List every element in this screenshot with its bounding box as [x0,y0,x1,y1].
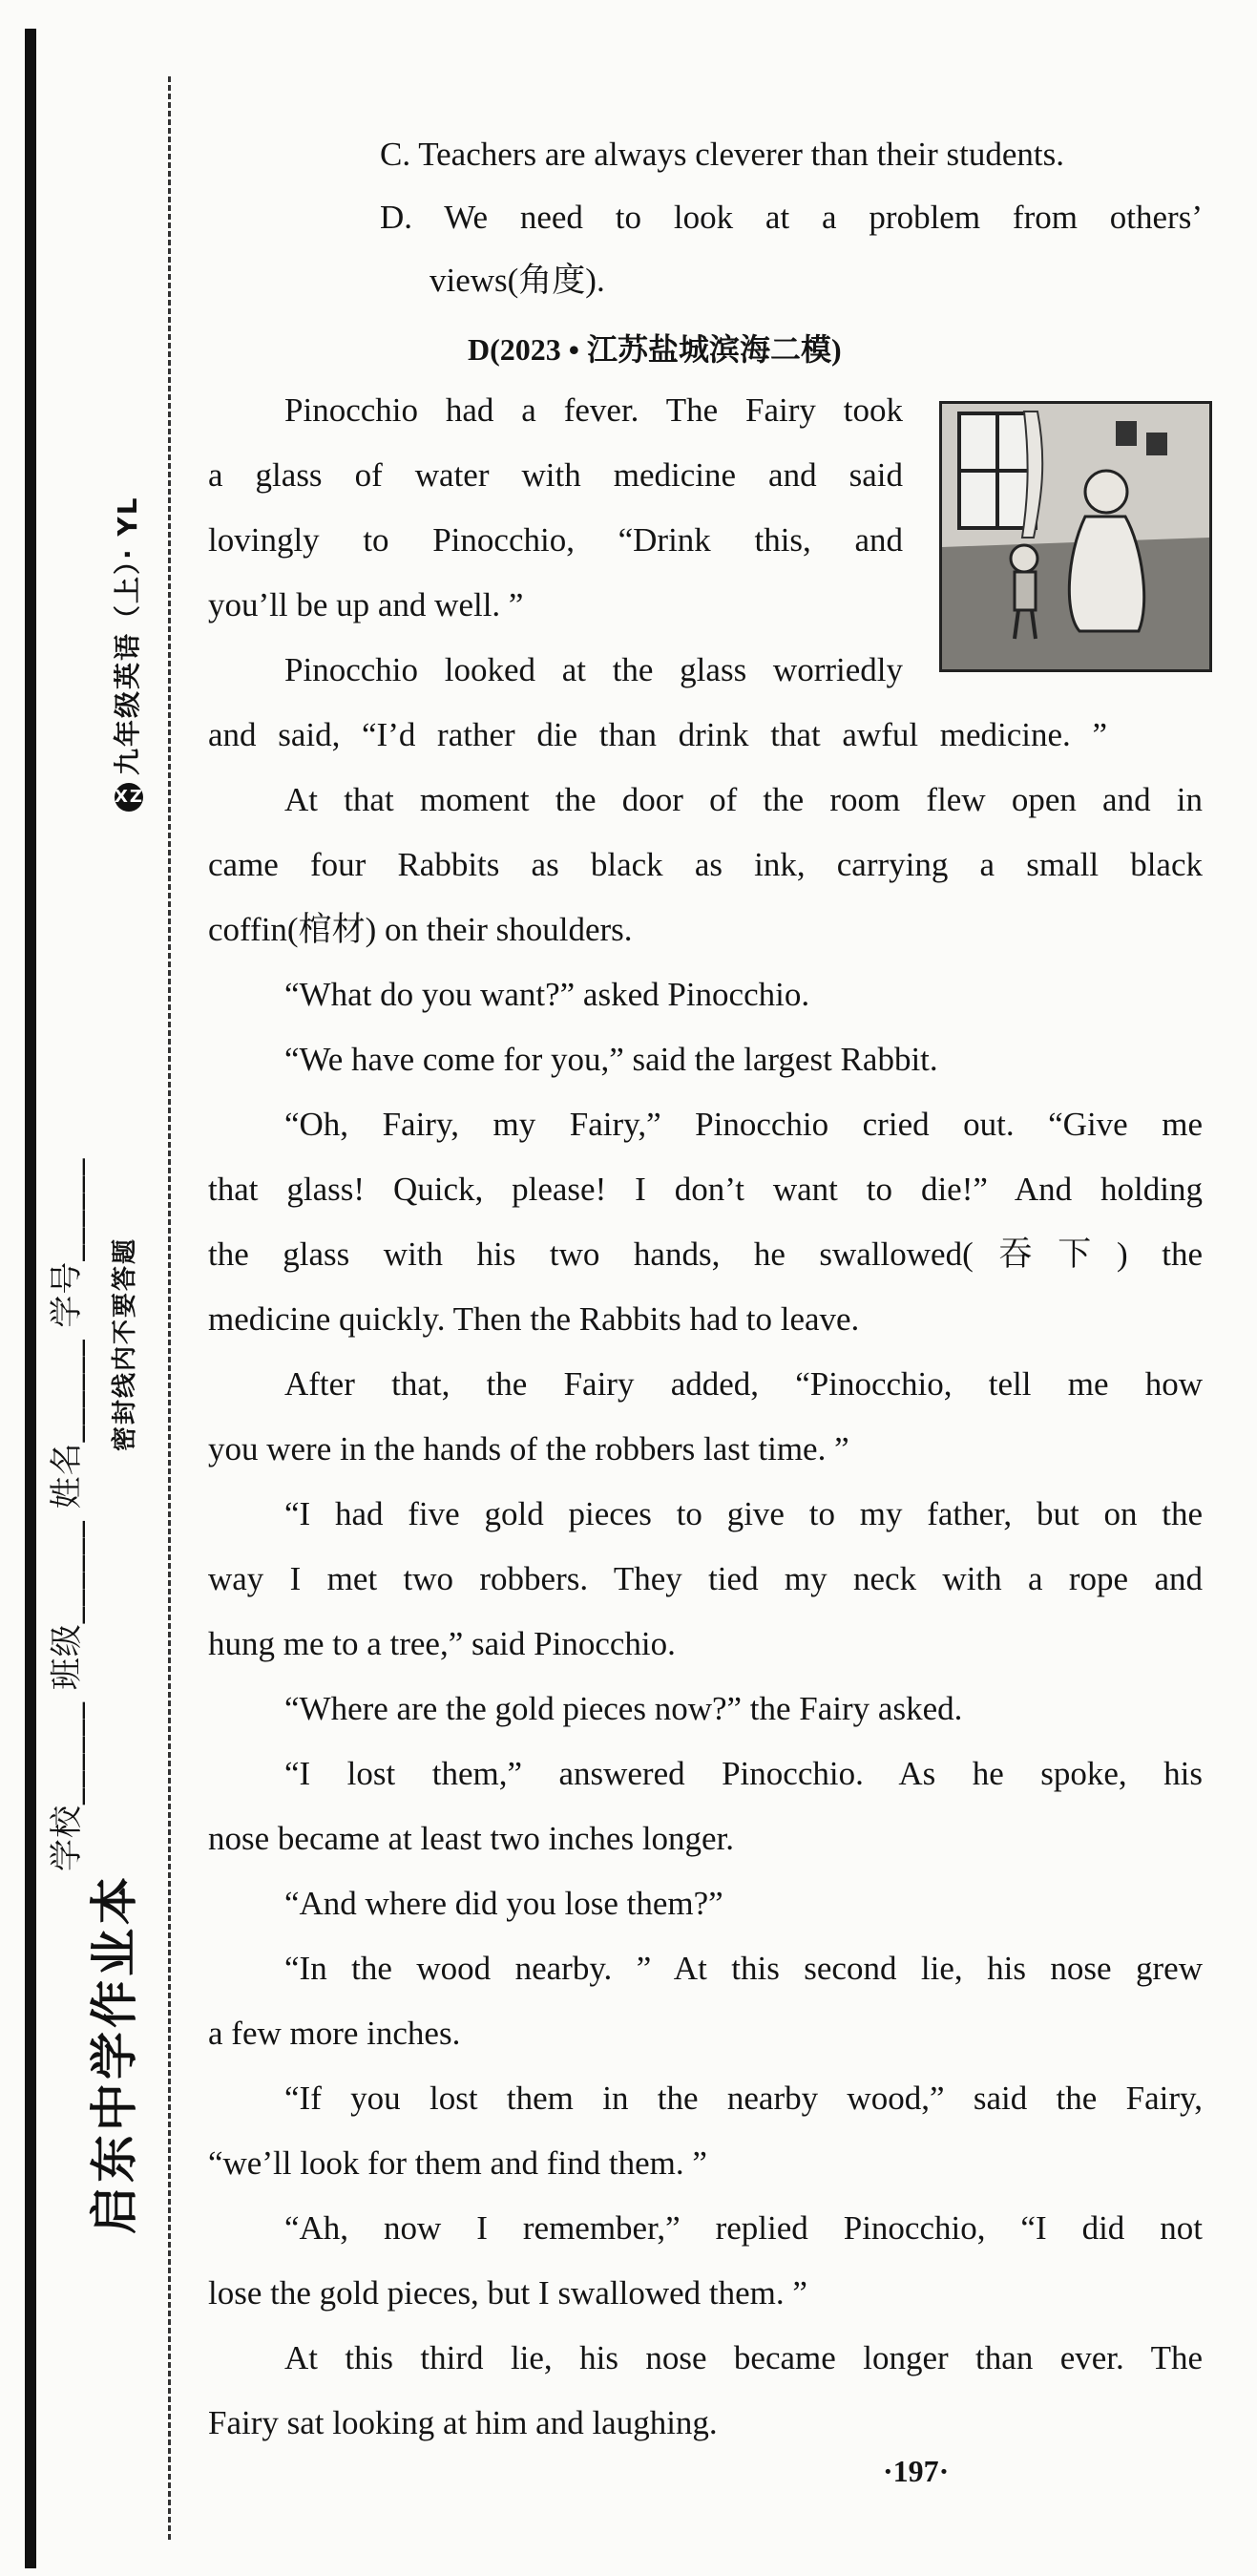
passage-line: lose the gold pieces, but I swallowed them. ” [208,2274,807,2312]
passage-line: a glass of water with medicine and said [208,456,903,494]
passage-line: At that moment the door of the room flew open and in [284,781,1203,818]
seal-line-notice: 密封线内不要答题 [111,1236,139,1451]
passage-line: “In the wood nearby. ” At this second lie, his nose grew [284,1950,1203,1987]
passage-line: hung me to a tree,” said Pinocchio. [208,1625,676,1662]
passage-line: you were in the hands of the robbers last time. ” [208,1430,849,1467]
passage-line: the glass with his two hands, he swallowed(吞下) the [208,1235,1203,1273]
passage-line: Fairy sat looking at him and laughing. [208,2404,718,2441]
option-c: C. Teachers are always cleverer than their students. [380,136,1065,173]
passage-line: nose became at least two inches longer. [208,1820,735,1857]
page-number: ·197· [883,2454,950,2488]
book-title: 启东中学作业本 [87,1873,142,2234]
passage-line: and said, “I’d rather die than drink that awful medicine. ” [208,716,1107,753]
passage-line: medicine quickly. Then the Rabbits had to leave. [208,1300,860,1338]
passage-line: “Ah, now I remember,” replied Pinocchio, “I did not [284,2209,1203,2247]
section-heading: D(2023 • 江苏盐城滨海二模) [468,332,842,367]
course-badge-icon: XZ [115,783,143,812]
passage-line: you’ll be up and well. ” [208,586,524,623]
passage-line: At this third lie, his nose became longer than ever. The [284,2339,1203,2376]
passage-line: “I lost them,” answered Pinocchio. As he spoke, his [284,1755,1203,1792]
passage-line: a few more inches. [208,2015,461,2052]
passage-line: “Where are the gold pieces now?” the Fairy asked. [284,1690,963,1727]
pinocchio-fairy-illustration [939,401,1212,672]
passage-line: “we’ll look for them and find them. ” [208,2144,707,2182]
course-label-text: 九年级英语（上）· YL [112,496,143,775]
course-label [107,496,145,812]
margin-bar [25,29,36,2568]
passage-line: “What do you want?” asked Pinocchio. [284,976,810,1013]
option-d-line1: D. We need to look at a problem from others’ [380,199,1203,236]
passage-line: “We have come for you,” said the largest Rabbit. [284,1041,938,1078]
option-d-line2: views(角度). [429,262,605,299]
passage-line: lovingly to Pinocchio, “Drink this, and [208,521,903,559]
passage-line: “If you lost them in the nearby wood,” said the Fairy, [284,2080,1203,2117]
cut-line [168,76,171,2540]
passage-line: coffin(棺材) on their shoulders. [208,911,633,948]
passage-line: Pinocchio looked at the glass worriedly [284,651,903,688]
passage-line: After that, the Fairy added, “Pinocchio, tell me how [284,1365,1203,1403]
passage-line: came four Rabbits as black as ink, carrying a small black [208,846,1203,883]
passage-line: way I met two robbers. They tied my neck with a rope and [208,1560,1203,1597]
passage-line: “And where did you lose them?” [284,1885,723,1922]
passage-line: “Oh, Fairy, my Fairy,” Pinocchio cried out. “Give me [284,1106,1203,1143]
passage-line: “I had five gold pieces to give to my father, but on the [284,1495,1203,1532]
passage-line: Pinocchio had a fever. The Fairy took [284,391,903,429]
illustration-svg [942,404,1209,669]
student-info-line: 学校______ 班级______ 姓名______ 学号______ [48,1157,86,1871]
passage-line: that glass! Quick, please! I don’t want to die!” And holding [208,1171,1203,1208]
